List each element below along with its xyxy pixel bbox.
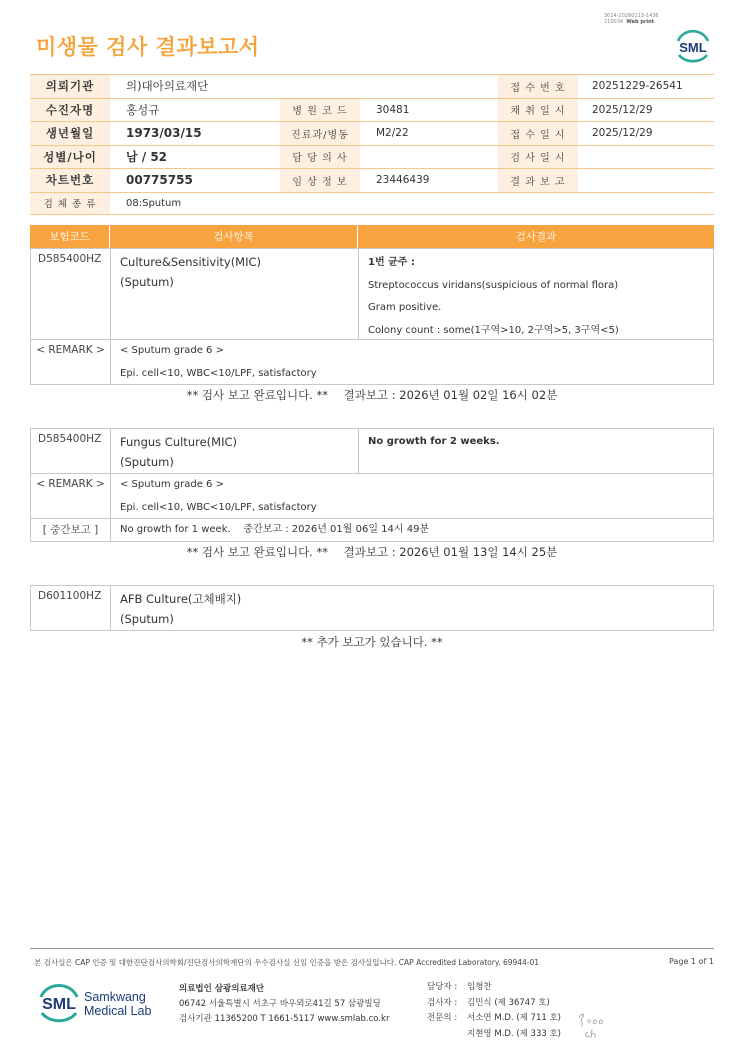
print-mode: 210034 Web print xyxy=(604,19,655,25)
accreditation-note: 본 검사실은 CAP 인증 및 대한진단검사의학회/진단검사의학재단의 우수검사실 신임 인증을 받은 검사실입니다. CAP Accredited Laboratory. 69944-01 xyxy=(34,958,540,967)
strain-label: 1번 균주 : xyxy=(368,257,415,268)
chart-value: 00775755 xyxy=(126,173,193,188)
clinical-label: 임 상 정 보 xyxy=(280,169,360,192)
test-name: Culture&Sensitivity(MIC) xyxy=(120,255,262,269)
dept-value: M2/22 xyxy=(376,127,409,140)
sex-age-label: 성별/나이 xyxy=(30,146,110,169)
test-name: AFB Culture(고체배지) xyxy=(120,592,242,606)
expert-label: 전문의 : xyxy=(427,1013,458,1023)
expert-name-2: 지현영 M.D. (제 333 호) xyxy=(467,1028,562,1039)
chart-label: 차트번호 xyxy=(30,169,110,192)
clinical-value: 23446439 xyxy=(376,174,430,187)
test-specimen: (Sputum) xyxy=(120,612,174,626)
brand-name-line1: Samkwang xyxy=(84,990,146,1004)
pending-notice: ** 추가 보고가 있습니다. ** xyxy=(301,635,443,649)
print-id: 3014-20260113-1436 xyxy=(604,13,659,19)
result-table-header xyxy=(30,225,714,248)
page-number: Page 1 of 1 xyxy=(669,957,714,966)
test-specimen: (Sputum) xyxy=(120,275,174,289)
patient-label: 수진자명 xyxy=(30,99,110,122)
page-title: 미생물 검사 결과보고서 xyxy=(36,35,260,59)
table-row xyxy=(31,249,713,340)
birth-value: 1973/03/15 xyxy=(126,126,202,141)
complete-text: ** 검사 보고 완료입니다. ** xyxy=(186,545,328,559)
receipt-no-value: 20251229-26541 xyxy=(592,80,683,93)
requester-label: 의뢰기관 xyxy=(30,75,110,98)
tester-label: 검사자 : xyxy=(427,997,458,1008)
requester-value: 의)대아의료재단 xyxy=(126,79,209,94)
dept-label: 진료과/병동 xyxy=(280,122,360,145)
info-row xyxy=(30,75,714,99)
info-row xyxy=(30,99,714,123)
org-address: 06742 서울특별시 서초구 바우뫼로41길 57 삼광빌딩 xyxy=(179,999,381,1009)
tester-name: 김민식 (제 36747 호) xyxy=(467,997,550,1008)
remark-text xyxy=(111,474,713,518)
hospital-code-label: 병 원 코 드 xyxy=(280,99,360,122)
collect-date-value: 2025/12/29 xyxy=(592,103,653,116)
info-row xyxy=(30,169,714,193)
receive-date-value: 2025/12/29 xyxy=(592,127,653,140)
sml-footer-logo xyxy=(36,980,82,1024)
report-label: 결 과 보 고 xyxy=(498,169,578,192)
test-result xyxy=(359,249,713,339)
remark-detail: Epi. cell<10, WBC<10/LPF, satisfactory xyxy=(120,501,317,513)
table-row xyxy=(31,586,713,630)
complete-text: ** 검사 보고 완료입니다. ** xyxy=(186,388,328,402)
remark-label: < REMARK > xyxy=(31,340,111,384)
info-row xyxy=(30,146,714,170)
remark-grade: < Sputum grade 6 > xyxy=(120,345,224,356)
report-complete-2 xyxy=(0,544,744,560)
receipt-no-label: 접 수 번 호 xyxy=(498,75,578,98)
remark-detail: Epi. cell<10, WBC<10/LPF, satisfactory xyxy=(120,367,317,379)
remark-text xyxy=(111,340,713,384)
specimen-value: 08:Sputum xyxy=(126,197,182,209)
test-name: Fungus Culture(MIC) xyxy=(120,435,237,449)
svg-text:SML: SML xyxy=(42,996,76,1013)
insurance-code: D585400HZ xyxy=(31,429,111,473)
sml-logo xyxy=(674,27,712,63)
header-item: 검사항목 xyxy=(110,225,358,248)
test-result xyxy=(359,429,713,473)
table-row xyxy=(31,519,713,541)
report-time: 결과보고 : 2026년 01월 02일 16시 02분 xyxy=(343,388,558,402)
table-row xyxy=(31,474,713,519)
remark-label: < REMARK > xyxy=(31,474,111,518)
org-name: 의료법인 삼광의료재단 xyxy=(179,984,265,994)
sex-age-value: 남 / 52 xyxy=(126,150,168,165)
afb-culture-block xyxy=(30,585,714,631)
test-specimen: (Sputum) xyxy=(120,455,174,469)
specimen-label: 검 체 종 류 xyxy=(30,193,110,214)
test-item xyxy=(111,429,359,473)
expert-name-1: 서소연 M.D. (제 711 호) xyxy=(467,1013,562,1023)
interim-text: No growth for 1 week. 중간보고 : 2026년 01월 06일 14시 49분 xyxy=(120,524,430,535)
gram-stain: Gram positive. xyxy=(368,302,442,313)
brand-name-line2: Medical Lab xyxy=(84,1004,152,1018)
receive-date-label: 접 수 일 시 xyxy=(498,122,578,145)
birth-label: 생년월일 xyxy=(30,122,110,145)
doctor-label: 담 당 의 사 xyxy=(280,146,360,169)
culture-sensitivity-block xyxy=(30,248,714,385)
result-text: No growth for 2 weeks. xyxy=(368,436,500,447)
patient-value: 홍성규 xyxy=(126,102,160,117)
fungus-culture-block xyxy=(30,428,714,542)
print-meta xyxy=(604,13,659,25)
test-item xyxy=(111,586,713,630)
incharge-name: 임형찬 xyxy=(467,982,492,992)
colony-count: Colony count : some(1구역>10, 2구역>5, 3구역<5) xyxy=(368,324,619,336)
svg-text:SML: SML xyxy=(679,40,707,55)
staff-info xyxy=(427,980,561,1042)
organization-info xyxy=(179,982,389,1027)
handwritten-signature xyxy=(576,1010,612,1042)
info-row xyxy=(30,122,714,146)
organism: Streptococcus viridans(suspicious of normal flora) xyxy=(368,279,619,291)
footer-divider xyxy=(30,948,714,949)
interim-label: [ 중간보고 ] xyxy=(31,519,111,541)
insurance-code: D601100HZ xyxy=(31,586,111,630)
header-result: 검사결과 xyxy=(515,231,557,243)
insurance-code: D585400HZ xyxy=(31,249,111,339)
collect-date-label: 채 취 일 시 xyxy=(498,99,578,122)
report-complete-1 xyxy=(0,387,744,403)
incharge-label: 담당자 : xyxy=(427,982,458,992)
patient-info-table xyxy=(30,74,714,215)
org-contact: 검사기관 11365200 T 1661-5117 www.smlab.co.kr xyxy=(179,1014,390,1024)
hospital-code-value: 30481 xyxy=(376,103,410,116)
test-date-label: 검 사 일 시 xyxy=(498,146,578,169)
table-row xyxy=(31,429,713,474)
report-time: 결과보고 : 2026년 01월 13일 14시 25분 xyxy=(343,545,558,559)
header-code: 보험코드 xyxy=(30,225,110,248)
table-row xyxy=(31,340,713,384)
test-item xyxy=(111,249,359,339)
info-row xyxy=(30,193,714,215)
remark-grade: < Sputum grade 6 > xyxy=(120,479,224,490)
